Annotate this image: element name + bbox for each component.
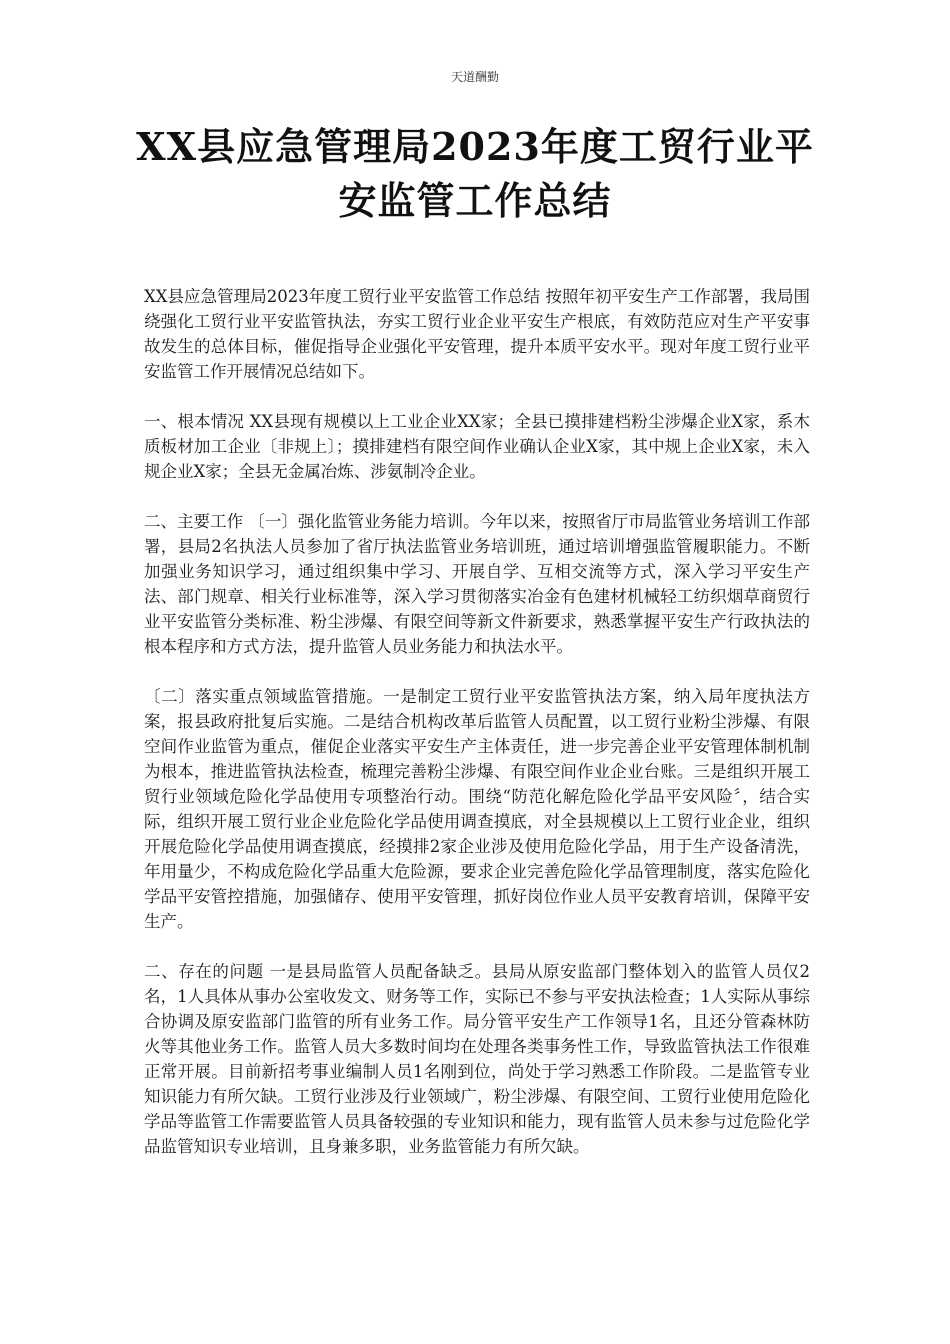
document-title-line-1: XX县应急管理局2023年度工贸行业平 — [136, 124, 814, 169]
paragraph-intro: XX县应急管理局2023年度工贸行业平安监管工作总结 按照年初平安生产工作部署，我局围绕强化工贸行业平安监管执法，夯实工贸行业企业平安生产根底，有效防范应对生产平安事故发生的总体目标，催促指导企业强化平安管理，提升本质平安水平。现对年度工贸行业平安监管工作开展情况总结如下。 — [144, 287, 810, 381]
document-body — [144, 284, 810, 1184]
paragraph-main-work-measures: 〔二〕落实重点领域监管措施。一是制定工贸行业平安监管执法方案，纳入局年度执法方案，报县政府批复后实施。二是结合机构改革后监管人员配置，以工贸行业粉尘涉爆、有限空间作业监管为重点，催促企业落实平安生产主体责任，进一步完善企业平安管理体制机制为根本，推进监管执法检查，梳理完善粉尘涉爆、有限空间作业企业台账。三是组织开展工贸行业领域危险化学品使用专项整治行动。围绕“防范化解危险化学品平安风险〞，结合实际，组织开展工贸行业企业危险化学品使用调查摸底，对全县规模以上工贸行业企业，组织开展危险化学品使用调查摸底，经摸排2家企业涉及使用危险化学品，用于生产设备清洗，年用量少，不构成危险化学品重大危险源，要求企业完善危险化学品管理制度，落实危险化学品平安管控措施，加强储存、使用平安管理，抓好岗位作业人员平安教育培训，保障平安生产。 — [144, 687, 810, 931]
document-title — [120, 120, 830, 228]
paragraph-basic-situation: 一、根本情况 XX县现有规模以上工业企业XX家；全县已摸排建档粉尘涉爆企业X家，系木质板材加工企业〔非规上〕；摸排建档有限空间作业确认企业X家，其中规上企业X家，未入规企业X家；全县无金属冶炼、涉氨制冷企业。 — [144, 412, 810, 481]
header-note: 天道酬勤 — [450, 70, 499, 84]
document-title-line-2: 安监管工作总结 — [338, 178, 612, 223]
paragraph-problems: 二、存在的问题 一是县局监管人员配备缺乏。县局从原安监部门整体划入的监管人员仅2名，1人具体从事办公室收发文、财务等工作，实际已不参与平安执法检查；1人实际从事综合协调及原安监部门监管的所有业务工作。局分管平安生产工作领导1名，且还分管森林防火等其他业务工作。监管人员大多数时间均在处理各类事务性工作，导致监管执法工作很难正常开展。目前新招考事业编制人员1名刚到位，尚处于学习熟悉工作阶段。二是监管专业知识能力有所欠缺。工贸行业涉及行业领域广，粉尘涉爆、有限空间、工贸行业使用危险化学品等监管工作需要监管人员具备较强的专业知识和能力，现有监管人员未参与过危险化学品监管知识专业培训，且身兼多职，业务监管能力有所欠缺。 — [144, 962, 810, 1156]
paragraph-main-work-training: 二、主要工作 〔一〕强化监管业务能力培训。今年以来，按照省厅市局监管业务培训工作部署，县局2名执法人员参加了省厅执法监管业务培训班，通过培训增强监管履职能力。不断加强业务知识学习，通过组织集中学习、开展自学、互相交流等方式，深入学习平安生产法、部门规章、相关行业标准等，深入学习贯彻落实冶金有色建材机械轻工纺织烟草商贸行业平安监管分类标准、粉尘涉爆、有限空间等新文件新要求，熟悉掌握平安生产行政执法的根本程序和方式方法，提升监管人员业务能力和执法水平。 — [144, 512, 810, 656]
